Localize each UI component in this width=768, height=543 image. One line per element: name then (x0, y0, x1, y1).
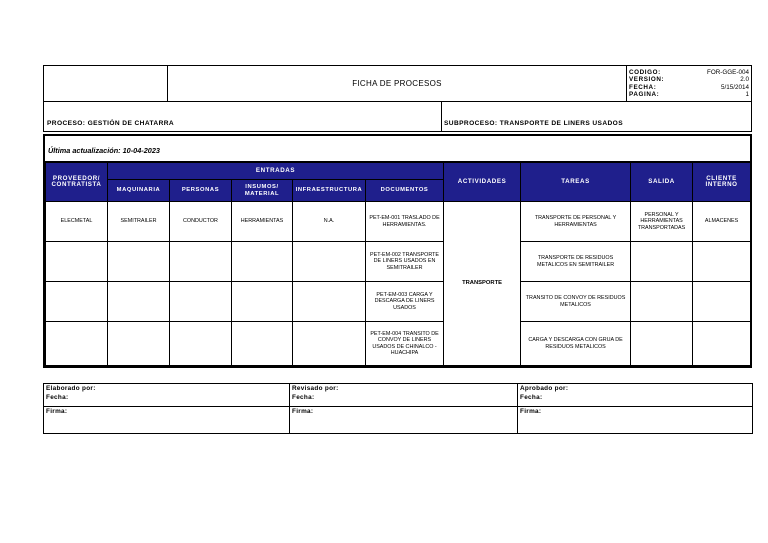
cell-cliente (693, 242, 751, 282)
cell-maquinaria (108, 282, 170, 322)
cell-insumos: HERRAMIENTAS (232, 202, 293, 242)
cell-cliente (693, 322, 751, 366)
cell-personas (170, 282, 232, 322)
cell-personas: CONDUCTOR (170, 202, 232, 242)
table-row (46, 242, 751, 282)
revisado-cell (290, 384, 518, 407)
elaborado-label: Elaborado por: (46, 385, 96, 392)
cell-insumos (232, 322, 293, 366)
aprobado-label: Aprobado por: (520, 385, 569, 392)
cell-proveedor (46, 282, 108, 322)
revisado-fecha-label: Fecha: (292, 394, 315, 401)
meta-codigo: CODIGO: FOR-GGE-004 (629, 69, 749, 77)
cell-maquinaria: SEMITRAILER (108, 202, 170, 242)
cell-proveedor (46, 242, 108, 282)
table-row (46, 282, 751, 322)
signature-table (43, 383, 753, 434)
cell-cliente: ALMACENES (693, 202, 751, 242)
col-insumos: INSUMOS/ MATERIAL (232, 180, 293, 202)
document-title: FICHA DE PROCESOS (168, 66, 627, 102)
cell-personas (170, 322, 232, 366)
cell-maquinaria (108, 242, 170, 282)
process-row (43, 101, 752, 132)
cell-salida (631, 282, 693, 322)
cell-tarea: TRANSPORTE DE PERSONAL Y HERRAMIENTAS (521, 202, 631, 242)
document-meta (627, 66, 752, 102)
cell-proveedor: ELECMETAL (46, 202, 108, 242)
cell-infraestructura (293, 322, 366, 366)
col-proveedor: PROVEEDOR/ CONTRATISTA (46, 163, 108, 202)
proceso-label: PROCESO: GESTIÓN DE CHATARRA (47, 120, 175, 127)
cell-tarea: CARGA Y DESCARGA CON GRUA DE RESIDUOS METALICOS (521, 322, 631, 366)
process-sheet (43, 134, 752, 368)
col-actividades: ACTIVIDADES (444, 163, 521, 202)
cell-maquinaria (108, 322, 170, 366)
meta-pagina: PAGINA: 1 (629, 90, 749, 98)
cell-infraestructura: N.A. (293, 202, 366, 242)
meta-fecha: FECHA: 5/15/2014 (629, 83, 749, 91)
elaborado-firma: Firma: (44, 407, 290, 434)
cell-documento: PET-EM-001 TRASLADO DE HERRAMIENTAS. (366, 202, 444, 242)
col-entradas: ENTRADAS (108, 163, 444, 180)
cell-infraestructura (293, 282, 366, 322)
col-personas: PERSONAS (170, 180, 232, 202)
cell-insumos (232, 242, 293, 282)
cell-tarea: TRANSPORTE DE RESIDUOS METALICOS EN SEMITRAILER (521, 242, 631, 282)
cell-infraestructura (293, 242, 366, 282)
process-divider (441, 101, 442, 131)
cell-personas (170, 242, 232, 282)
col-maquinaria: MAQUINARIA (108, 180, 170, 202)
cell-salida (631, 322, 693, 366)
header-table (43, 65, 752, 102)
col-infraestructura: INFRAESTRUCTURA (293, 180, 366, 202)
cell-cliente (693, 282, 751, 322)
last-update: Última actualización: 10-04-2023 (45, 136, 750, 162)
col-cliente: CLIENTE INTERNO (693, 163, 751, 202)
aprobado-fecha-label: Fecha: (520, 394, 543, 401)
table-row (46, 322, 751, 366)
col-documentos: DOCUMENTOS (366, 180, 444, 202)
process-grid (45, 162, 751, 366)
aprobado-cell (518, 384, 753, 407)
cell-salida: PERSONAL Y HERRAMIENTAS TRANSPORTADAS (631, 202, 693, 242)
revisado-firma: Firma: (290, 407, 518, 434)
aprobado-firma: Firma: (518, 407, 753, 434)
col-salida: SALIDA (631, 163, 693, 202)
cell-insumos (232, 282, 293, 322)
cell-proveedor (46, 322, 108, 366)
cell-documento: PET-EM-004 TRANSITO DE CONVOY DE LINERS USADOS DE CHINALCO - HUACHIPA (366, 322, 444, 366)
elaborado-cell (44, 384, 290, 407)
cell-salida (631, 242, 693, 282)
subproceso-label: SUBPROCESO: TRANSPORTE DE LINERS USADOS (444, 120, 623, 127)
cell-documento: PET-EM-002 TRANSPORTE DE LINERS USADOS EN SEMITRAILER (366, 242, 444, 282)
meta-version: VERSION: 2.0 (629, 76, 749, 84)
table-row (46, 202, 751, 242)
cell-documento: PET-EM-003 CARGA Y DESCARGA DE LINERS USADOS (366, 282, 444, 322)
revisado-label: Revisado por: (292, 385, 339, 392)
cell-tarea: TRANSITO DE CONVOY DE RESIDUOS METALICOS (521, 282, 631, 322)
cell-actividad: TRANSPORTE (444, 202, 521, 366)
col-tareas: TAREAS (521, 163, 631, 202)
elaborado-fecha-label: Fecha: (46, 394, 69, 401)
logo-cell (44, 66, 168, 102)
